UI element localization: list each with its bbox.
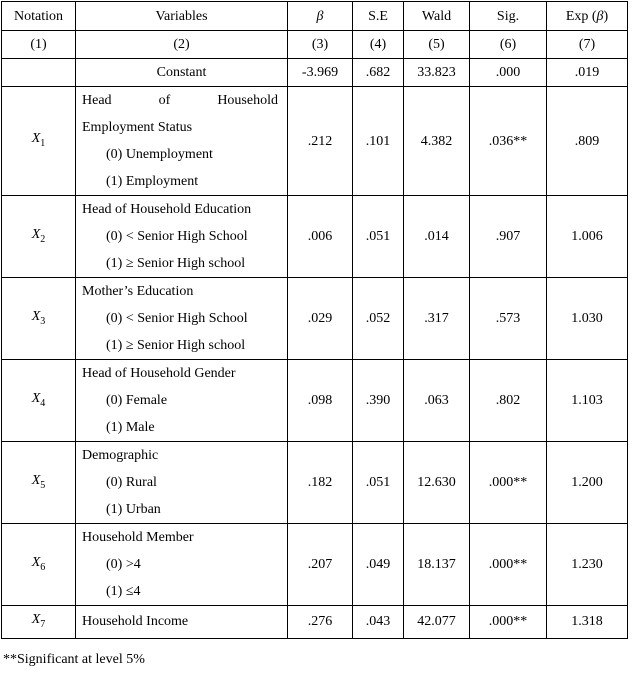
beta-value: .029 bbox=[288, 278, 353, 360]
header-sig: Sig. bbox=[470, 2, 547, 31]
sig-value: .000** bbox=[470, 442, 547, 524]
variable-x7 bbox=[76, 606, 288, 639]
variable-category: (0) Rural bbox=[106, 475, 157, 490]
title-word: Head bbox=[82, 93, 112, 108]
exp-value: 1.200 bbox=[547, 442, 628, 524]
variable-title-line: Employment Status bbox=[82, 120, 193, 135]
notation-letter: X bbox=[31, 226, 41, 242]
notation-x5 bbox=[2, 442, 76, 524]
variable-x4 bbox=[76, 360, 288, 442]
regression-table bbox=[1, 1, 628, 639]
variable-category: (0) >4 bbox=[106, 557, 141, 572]
column-number: (7) bbox=[547, 31, 628, 59]
header-exp-prefix: Exp ( bbox=[565, 8, 597, 24]
variable-category: (1) ≥ Senior High school bbox=[106, 338, 246, 353]
notation-subscript: 2 bbox=[40, 233, 46, 245]
constant-wald: 33.823 bbox=[404, 59, 470, 87]
exp-value: 1.103 bbox=[547, 360, 628, 442]
se-value: .049 bbox=[353, 524, 404, 606]
notation-subscript: 4 bbox=[40, 397, 46, 409]
se-value: .043 bbox=[353, 606, 404, 639]
title-word: of bbox=[158, 93, 171, 108]
notation-subscript: 3 bbox=[40, 315, 46, 327]
variable-x3 bbox=[76, 278, 288, 360]
constant-se: .682 bbox=[353, 59, 404, 87]
notation-x6 bbox=[2, 524, 76, 606]
variable-title-justified bbox=[82, 87, 278, 114]
variable-category: (1) ≤4 bbox=[106, 584, 141, 599]
notation-subscript: 7 bbox=[40, 618, 46, 630]
beta-value: .006 bbox=[288, 196, 353, 278]
variable-x6 bbox=[76, 524, 288, 606]
wald-value: .014 bbox=[404, 196, 470, 278]
exp-value: .809 bbox=[547, 87, 628, 196]
variable-category: (1) Urban bbox=[106, 502, 161, 517]
title-word: Household bbox=[217, 93, 278, 108]
notation-letter: X bbox=[31, 308, 41, 324]
constant-exp: .019 bbox=[547, 59, 628, 87]
wald-value: 12.630 bbox=[404, 442, 470, 524]
se-value: .051 bbox=[353, 442, 404, 524]
sig-value: .573 bbox=[470, 278, 547, 360]
variable-category: (0) Female bbox=[106, 393, 168, 408]
notation-letter: X bbox=[31, 554, 41, 570]
sig-value: .036** bbox=[470, 87, 547, 196]
se-value: .390 bbox=[353, 360, 404, 442]
variable-x1 bbox=[76, 87, 288, 196]
variable-category: (0) < Senior High School bbox=[106, 229, 248, 244]
table-row-x4 bbox=[2, 360, 628, 442]
notation-letter: X bbox=[31, 612, 41, 627]
table-row-x2 bbox=[2, 196, 628, 278]
variable-title: Demographic bbox=[82, 448, 159, 463]
notation-letter: X bbox=[31, 472, 41, 488]
table-row-x5 bbox=[2, 442, 628, 524]
se-value: .052 bbox=[353, 278, 404, 360]
header-variables: Variables bbox=[76, 2, 288, 31]
header-exp-beta-symbol: β bbox=[596, 8, 604, 24]
notation-subscript: 5 bbox=[40, 479, 46, 491]
variable-category: (1) ≥ Senior High school bbox=[106, 256, 246, 271]
column-number: (4) bbox=[353, 31, 404, 59]
notation-letter: X bbox=[31, 131, 41, 147]
notation-x4 bbox=[2, 360, 76, 442]
sig-value: .802 bbox=[470, 360, 547, 442]
constant-label: Constant bbox=[76, 59, 288, 87]
column-number: (3) bbox=[288, 31, 353, 59]
column-number: (5) bbox=[404, 31, 470, 59]
variable-title: Household Member bbox=[82, 530, 194, 545]
beta-value: .098 bbox=[288, 360, 353, 442]
header-beta: β bbox=[288, 2, 353, 31]
exp-value: 1.030 bbox=[547, 278, 628, 360]
column-number-row bbox=[2, 31, 628, 59]
constant-sig: .000 bbox=[470, 59, 547, 87]
beta-value: .276 bbox=[288, 606, 353, 639]
notation-subscript: 1 bbox=[40, 137, 46, 149]
significance-footnote: **Significant at level 5% bbox=[3, 652, 145, 667]
notation-x2 bbox=[2, 196, 76, 278]
header-notation: Notation bbox=[2, 2, 76, 31]
table-row-x1 bbox=[2, 87, 628, 196]
notation-x1 bbox=[2, 87, 76, 196]
exp-value: 1.318 bbox=[547, 606, 628, 639]
wald-value: 42.077 bbox=[404, 606, 470, 639]
wald-value: 18.137 bbox=[404, 524, 470, 606]
notation-subscript: 6 bbox=[40, 561, 46, 573]
constant-notation bbox=[2, 59, 76, 87]
table-row-x3 bbox=[2, 278, 628, 360]
constant-row bbox=[2, 59, 628, 87]
wald-value: .063 bbox=[404, 360, 470, 442]
variable-category: (1) Employment bbox=[106, 174, 199, 189]
constant-beta: -3.969 bbox=[288, 59, 353, 87]
sig-value: .000** bbox=[470, 524, 547, 606]
notation-x3 bbox=[2, 278, 76, 360]
exp-value: 1.006 bbox=[547, 196, 628, 278]
beta-value: .212 bbox=[288, 87, 353, 196]
sig-value: .000** bbox=[470, 606, 547, 639]
beta-value: .207 bbox=[288, 524, 353, 606]
header-se: S.E bbox=[353, 2, 404, 31]
variable-title: Household Income bbox=[82, 614, 189, 630]
wald-value: 4.382 bbox=[404, 87, 470, 196]
header-exp-suffix: ) bbox=[603, 8, 609, 24]
header-exp-beta bbox=[547, 2, 628, 31]
header-row bbox=[2, 2, 628, 31]
header-wald: Wald bbox=[404, 2, 470, 31]
notation-x7 bbox=[2, 606, 76, 639]
exp-value: 1.230 bbox=[547, 524, 628, 606]
variable-title: Mother’s Education bbox=[82, 284, 194, 299]
se-value: .101 bbox=[353, 87, 404, 196]
table-row-x7 bbox=[2, 606, 628, 639]
variable-category: (0) < Senior High School bbox=[106, 311, 248, 326]
variable-category: (0) Unemployment bbox=[106, 147, 213, 162]
notation-letter: X bbox=[31, 390, 41, 406]
variable-x5 bbox=[76, 442, 288, 524]
column-number: (6) bbox=[470, 31, 547, 59]
column-number: (2) bbox=[76, 31, 288, 59]
wald-value: .317 bbox=[404, 278, 470, 360]
variable-x2 bbox=[76, 196, 288, 278]
variable-category: (1) Male bbox=[106, 420, 155, 435]
column-number: (1) bbox=[2, 31, 76, 59]
sig-value: .907 bbox=[470, 196, 547, 278]
table-row-x6 bbox=[2, 524, 628, 606]
variable-title: Head of Household Gender bbox=[82, 366, 236, 381]
beta-value: .182 bbox=[288, 442, 353, 524]
se-value: .051 bbox=[353, 196, 404, 278]
variable-title: Head of Household Education bbox=[82, 202, 252, 217]
